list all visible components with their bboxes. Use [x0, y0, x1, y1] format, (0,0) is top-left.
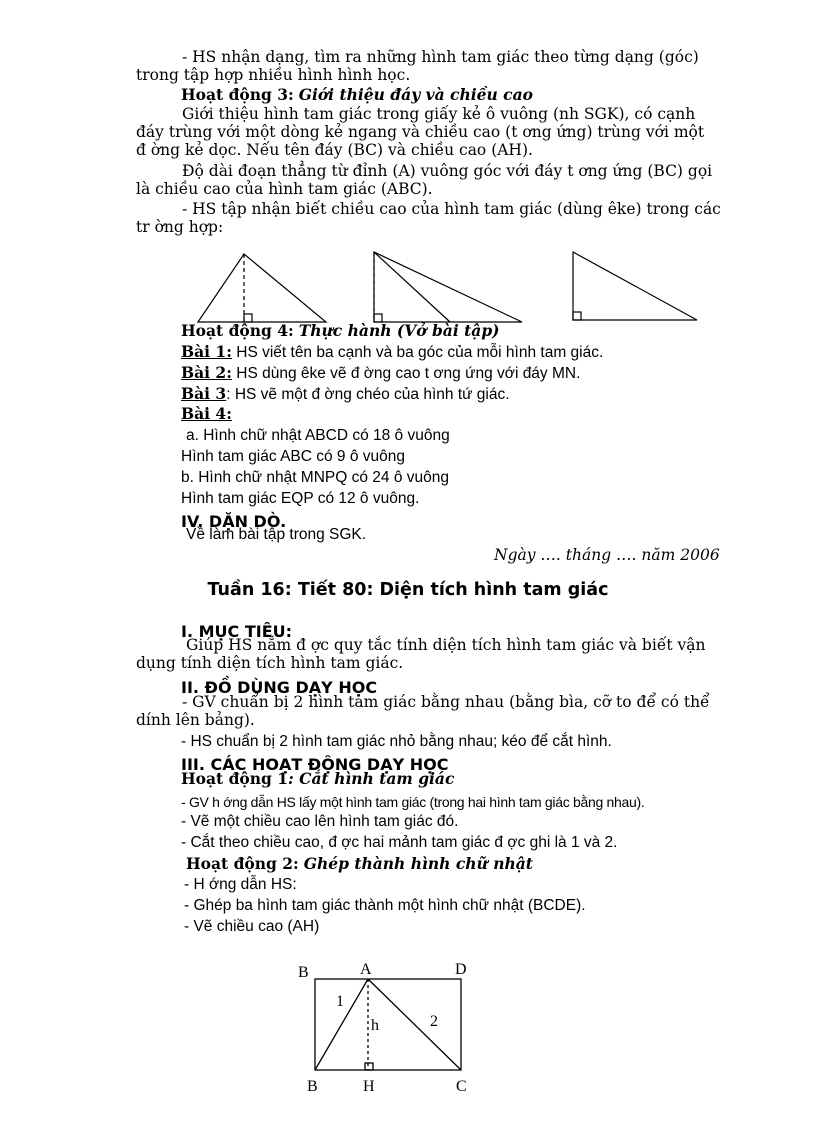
label-b-bottom: B [307, 1078, 318, 1095]
paragraph-definition: Độ dài đoạn thẳng từ đỉnh (A) vuông góc với đáy t ơng ứng (BC) gọi là chiều cao của hình tam giác (ABC). [136, 162, 713, 198]
exercise-4-label: Bài 4: [181, 404, 232, 423]
exercise-4-a2: Hình tam giác ABC có 9 ô vuông [181, 448, 406, 465]
label-piece-1: 1 [336, 993, 344, 1010]
label-c: C [456, 1078, 467, 1095]
paragraph-base-height: Giới thiệu hình tam giác trong giấy kẻ ô vuông (nh SGK), có cạnh đáy trùng với một dòng kẻ ngang và chiều cao (t ơng ứng) trùng với một đ ờng kẻ dọc. Nếu tên đáy (BC) và chiều cao (AH). [136, 105, 705, 159]
label-h-foot: H [363, 1078, 375, 1095]
activity-4-heading: Hoạt động 4: Thực hành (Vở bài tập) [181, 321, 500, 340]
lesson-title: Tuần 16: Tiết 80: Diện tích hình tam giác [207, 580, 609, 600]
exercise-2: Bài 2: HS dùng êke vẽ đ ờng cao t ơng ứng với đáy MN. [181, 363, 581, 382]
label-a: A [360, 961, 372, 978]
activity-2-line-3: - Vẽ chiều cao (AH) [184, 918, 320, 935]
exercise-4-b2: Hình tam giác EQP có 12 ô vuông. [181, 490, 420, 507]
section-objectives-text: Giúp HS nắm đ ợc quy tắc tính diện tích hình tam giác và biết vận dụng tính diện tích hình tam giác. [136, 636, 706, 672]
homework-text: Về làm bài tập trong SGK. [186, 526, 367, 543]
label-d: D [455, 961, 467, 978]
exercise-4-b1: b. Hình chữ nhật MNPQ có 24 ô vuông [181, 469, 449, 486]
exercise-4-a1: a. Hình chữ nhật ABCD có 18 ô vuông [186, 427, 450, 444]
activity-1-line-1: - GV h ớng dẫn HS lấy một hình tam giác (trong hai hình tam giác bằng nhau). [181, 794, 645, 810]
activity-2-line-2: - Ghép ba hình tam giác thành một hình chữ nhật (BCDE). [184, 897, 586, 914]
segment-ac [368, 979, 461, 1070]
section-materials-students: - HS chuẩn bị 2 hình tam giác nhỏ bằng nhau; kéo để cắt hình. [181, 733, 612, 750]
section-objectives-heading: I. MỤC TIÊU: [181, 622, 293, 641]
activity-2-line-1: - H ớng dẫn HS: [184, 876, 297, 893]
date-line: Ngày …. tháng …. năm 2006 [494, 546, 720, 564]
label-h: h [371, 1017, 379, 1034]
right-angle-mark [365, 1063, 373, 1070]
activity-1-heading: Hoạt động 1: Cắt hình tam giác [181, 769, 455, 788]
paragraph-practice-height: - HS tập nhận biết chiều cao của hình tam giác (dùng êke) trong các tr ờng hợp: [136, 200, 721, 236]
homework-heading: IV. DẶN DÒ. [181, 512, 287, 531]
label-piece-2: 2 [430, 1013, 438, 1030]
activity-2-heading: Hoạt động 2: Ghép thành hình chữ nhật [186, 854, 533, 873]
section-materials-heading: II. ĐỒ DÙNG DẠY HỌC [181, 678, 378, 697]
section-activities-heading: III. CÁC HOẠT ĐỘNG DẠY HỌC [181, 755, 449, 774]
section-materials-text: - GV chuẩn bị 2 hình tam giác bằng nhau (bằng bìa, cỡ to để có thể dính lên bảng). [136, 693, 710, 729]
activity-1-line-3: - Cắt theo chiều cao, đ ợc hai mảnh tam giác đ ợc ghi là 1 và 2. [181, 834, 618, 851]
activity-3-heading: Hoạt động 3: Giới thiệu đáy và chiều cao [181, 85, 533, 104]
exercise-3: Bài 3: HS vẽ một đ ờng chéo của hình tứ giác. [181, 384, 510, 403]
exercise-1: Bài 1: HS viết tên ba cạnh và ba góc của mỗi hình tam giác. [181, 342, 604, 361]
label-b-top: B [298, 964, 309, 981]
activity-1-line-2: - Vẽ một chiều cao lên hình tam giác đó. [181, 813, 459, 830]
paragraph-identify: - HS nhận dạng, tìm ra những hình tam giác theo từng dạng (góc) trong tập hợp nhiều hình hình học. [136, 48, 699, 84]
